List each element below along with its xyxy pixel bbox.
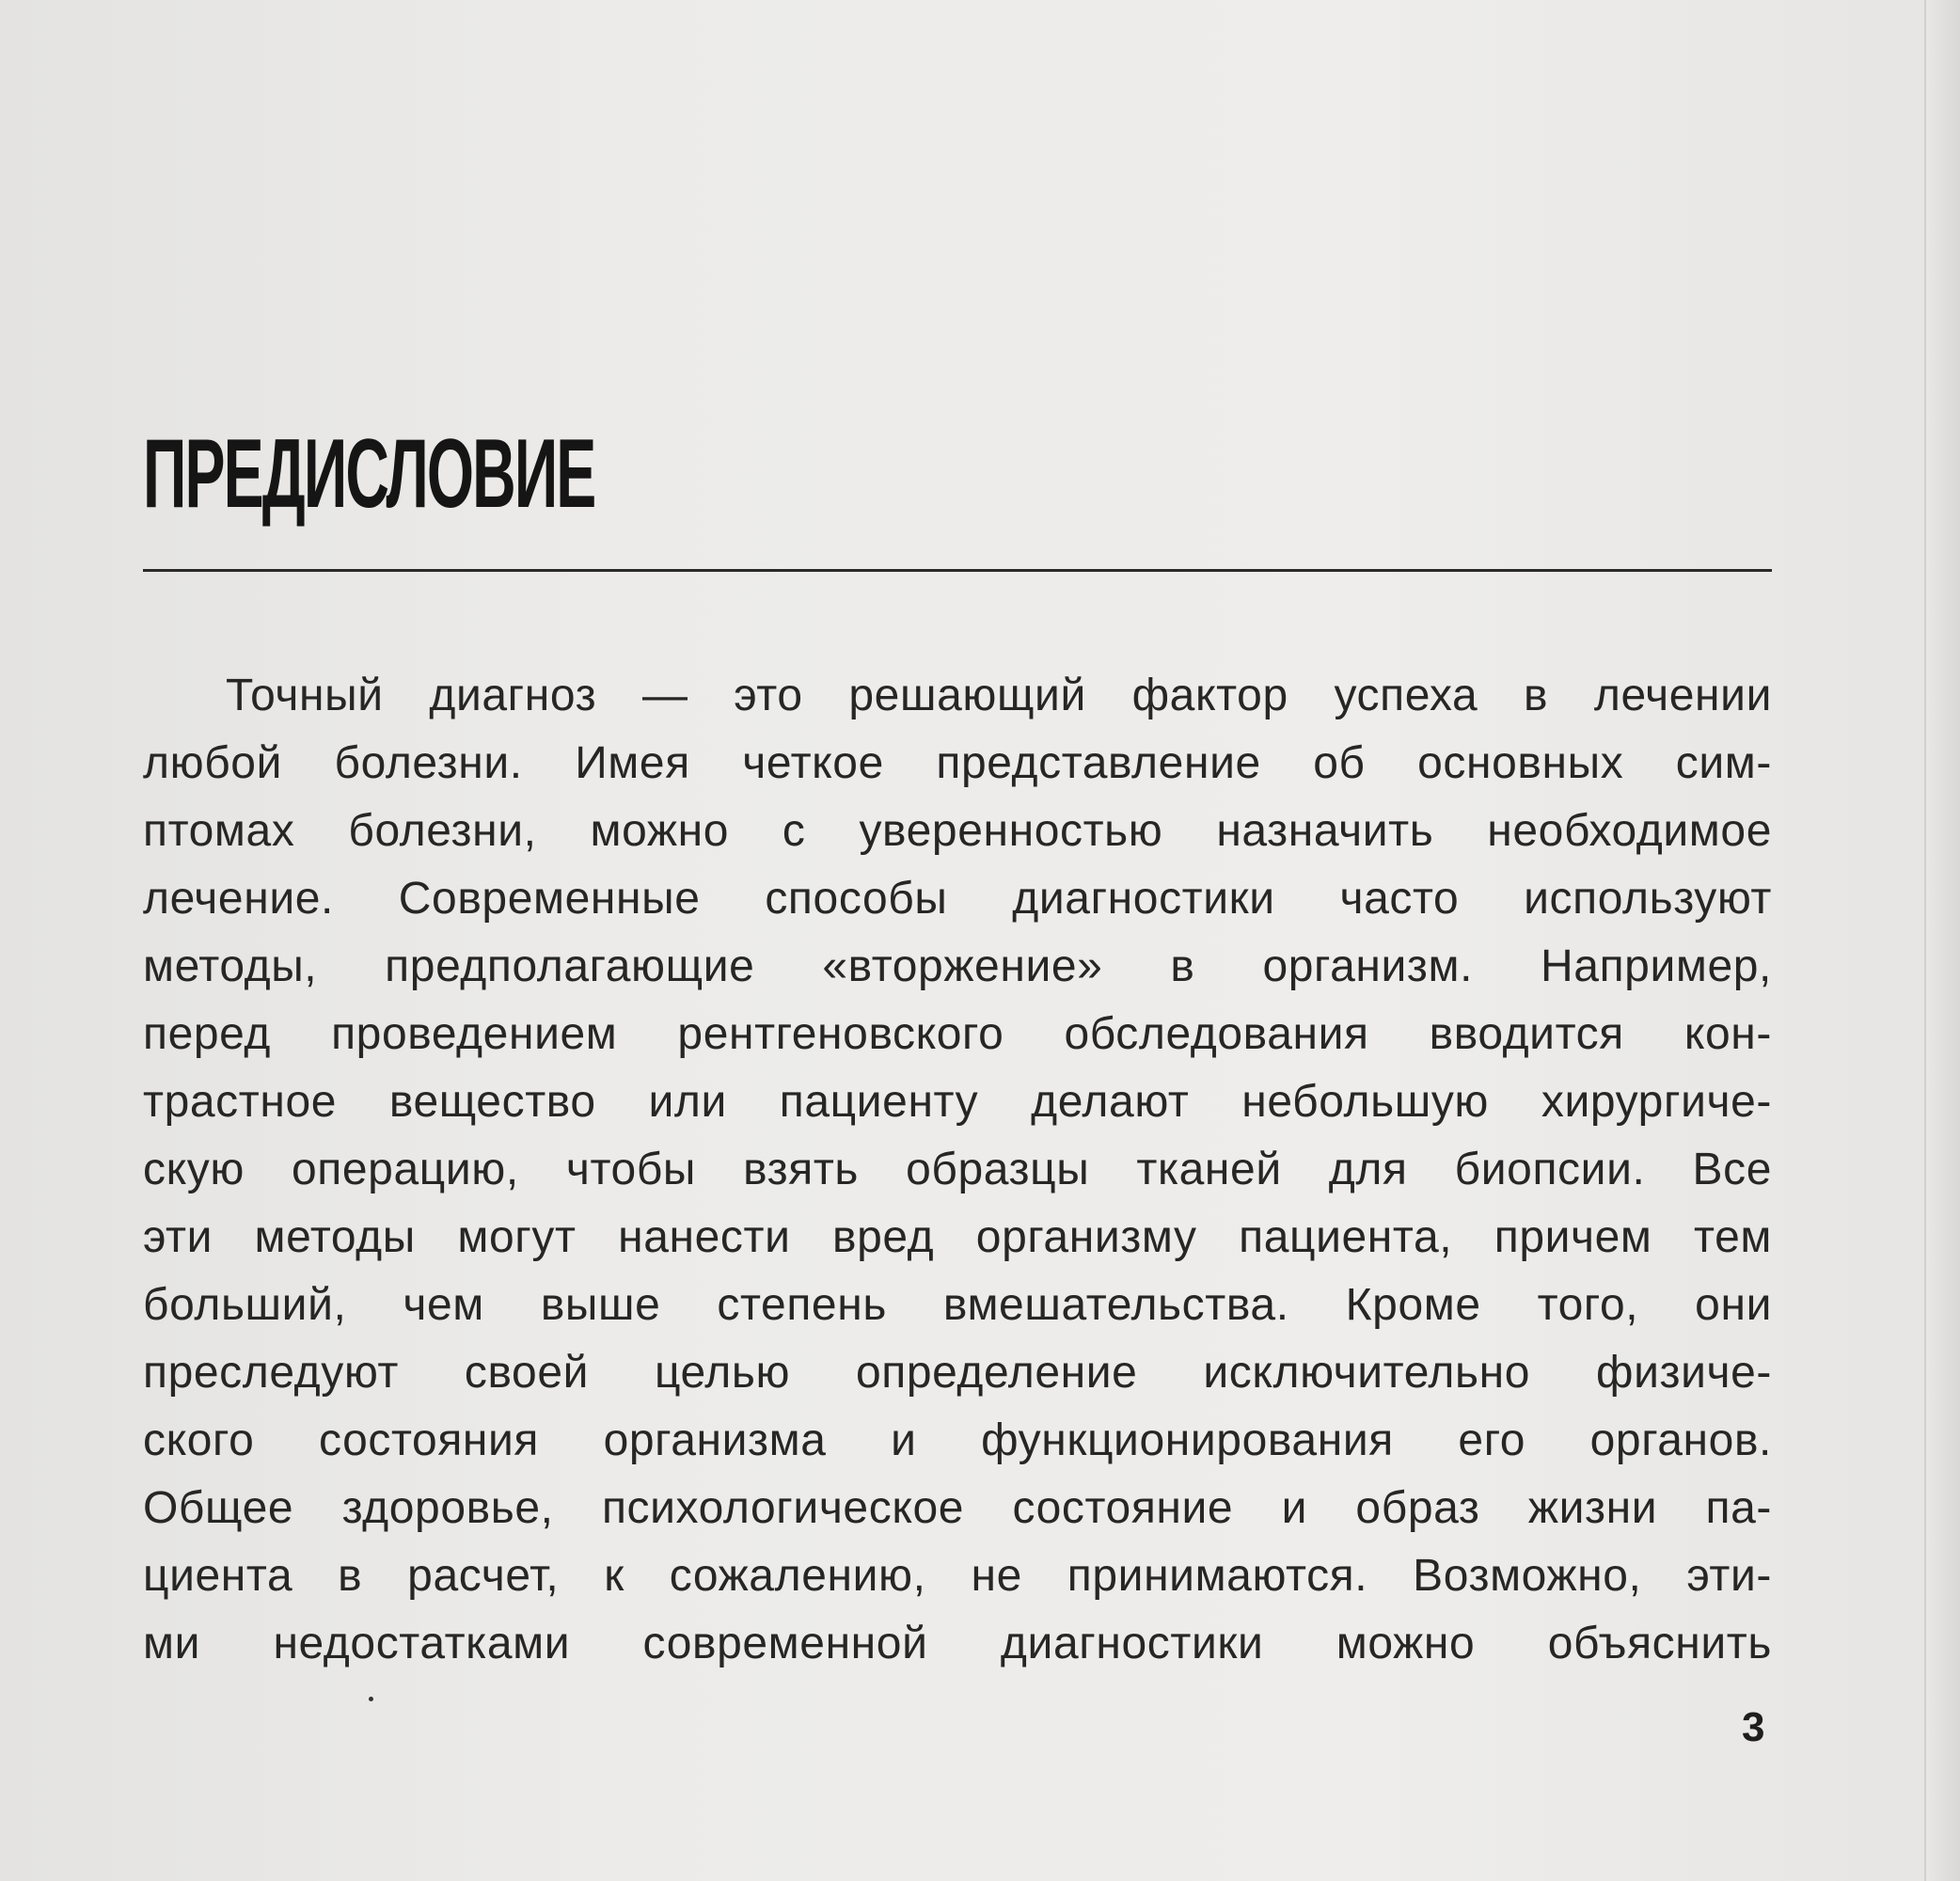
page-edge — [1924, 0, 1960, 1881]
paragraph-line: Общее здоровье, психологическое состояние и образ жизни па- — [143, 1483, 1772, 1533]
print-speck — [369, 1697, 373, 1701]
paragraph-line: эти методы могут нанести вред организму пациента, причем тем — [143, 1212, 1772, 1262]
title-rule — [143, 569, 1772, 572]
paragraph-line: ми недостатками современной диагностики можно объяснить — [143, 1619, 1772, 1668]
paragraph-line: больший, чем выше степень вмешательства. Кроме того, они — [143, 1280, 1772, 1330]
paragraph-line: перед проведением рентгеновского обследования вводится кон- — [143, 1009, 1772, 1059]
paragraph-line: преследуют своей целью определение исключительно физиче- — [143, 1348, 1772, 1398]
paragraph-line: Точный диагноз — это решающий фактор успеха в лечении — [226, 671, 1772, 720]
paragraph-line: трастное вещество или пациенту делают небольшую хирургиче- — [143, 1077, 1772, 1127]
paragraph-line: скую операцию, чтобы взять образцы тканей для биопсии. Все — [143, 1145, 1772, 1194]
paragraph-line: методы, предполагающие «вторжение» в организм. Например, — [143, 941, 1772, 991]
paragraph-line: любой болезни. Имея четкое представление об основных сим- — [143, 738, 1772, 788]
paragraph-line: циента в расчет, к сожалению, не принимаются. Возможно, эти- — [143, 1551, 1772, 1601]
page-number: 3 — [1742, 1704, 1765, 1750]
paragraph-line: птомах болезни, можно с уверенностью назначить необходимое — [143, 806, 1772, 856]
body-paragraph — [143, 662, 1772, 1678]
chapter-title: ПРЕДИСЛОВИЕ — [143, 419, 595, 529]
paragraph-line: ского состояния организма и функционирования его органов. — [143, 1415, 1772, 1465]
paragraph-line: лечение. Современные способы диагностики часто используют — [143, 874, 1772, 924]
